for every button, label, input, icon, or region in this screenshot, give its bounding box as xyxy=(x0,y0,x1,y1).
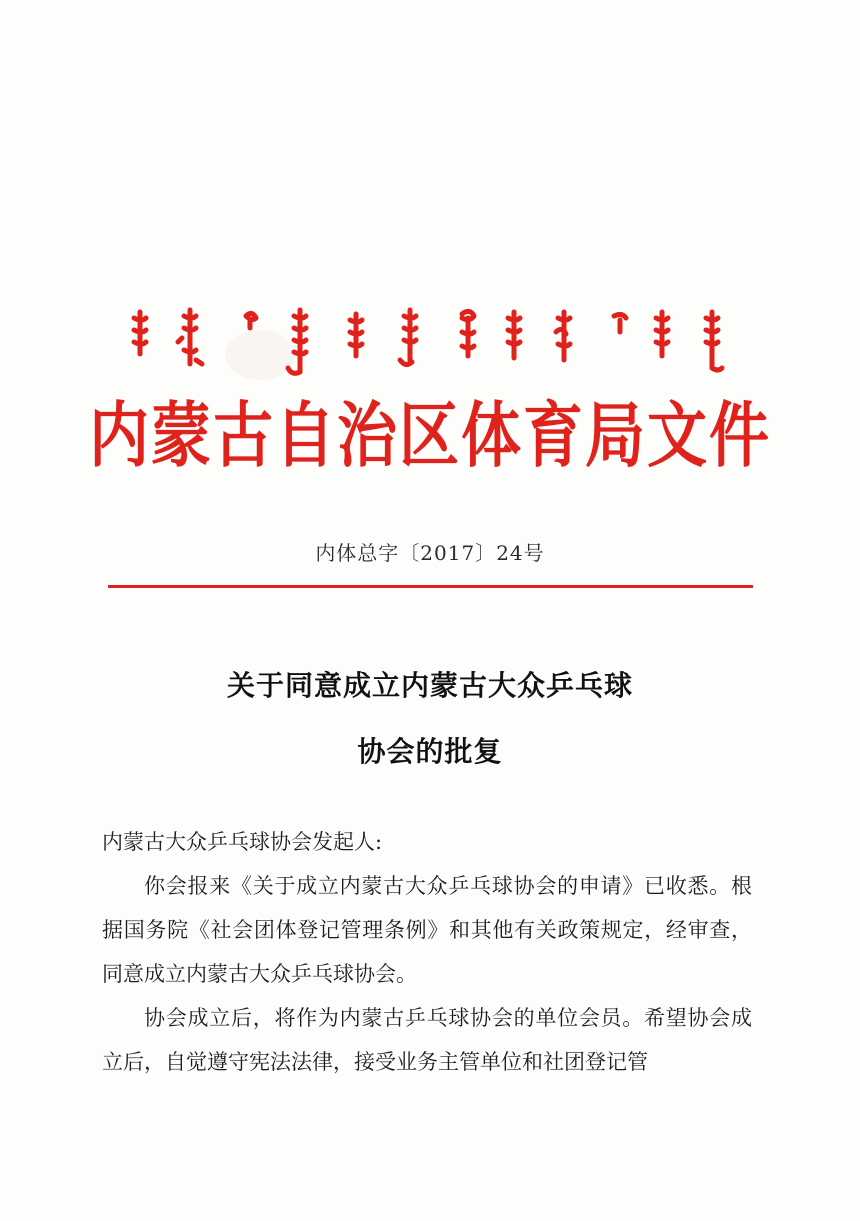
document-number: 内体总字〔2017〕24号 xyxy=(315,541,545,565)
subject-title-line-2: 协会的批复 xyxy=(357,735,503,768)
issuing-authority-title: 内蒙古自治区体育局文件 xyxy=(89,395,771,478)
subject-title-line-1: 关于同意成立内蒙古大众乒乓球 xyxy=(226,669,633,702)
document-body xyxy=(102,820,752,1084)
mongolian-script-glyphs xyxy=(128,302,728,382)
salutation: 内蒙古大众乒乓球协会发起人: xyxy=(102,830,383,854)
mongolian-script-header xyxy=(128,302,728,382)
red-divider-line xyxy=(108,585,753,588)
body-paragraph-2: 协会成立后，将作为内蒙古乒乓球协会的单位会员。希望协会成立后，自觉遵守宪法法律，接受业务主管单位和社团登记管 xyxy=(102,1006,752,1074)
body-paragraph-1: 你会报来《关于成立内蒙古大众乒乓球协会的申请》已收悉。根据国务院《社会团体登记管理条例》和其他有关政策规定，经审查，同意成立内蒙古大众乒乓球协会。 xyxy=(102,874,752,986)
